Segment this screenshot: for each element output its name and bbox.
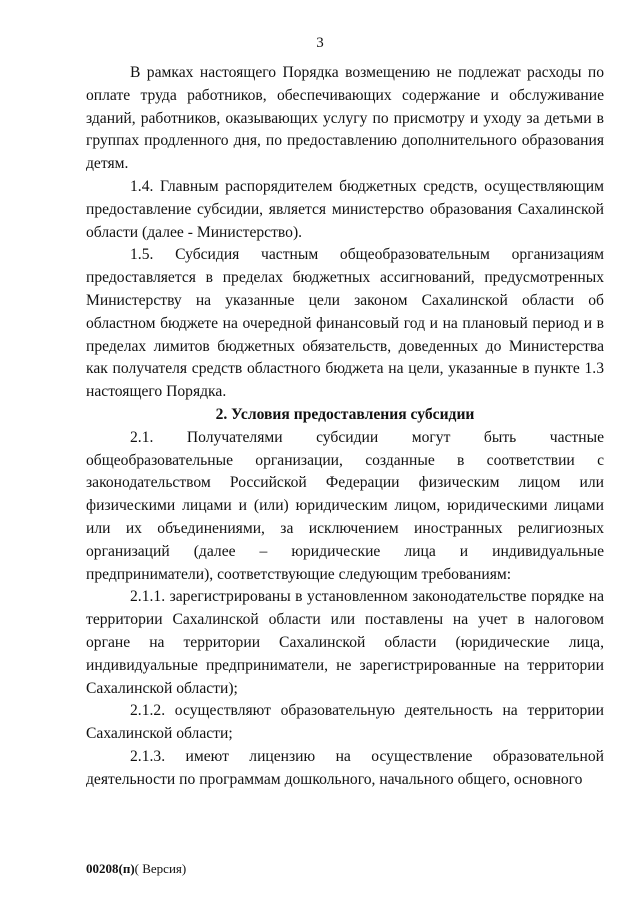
- document-body: [86, 62, 604, 792]
- paragraph-1-4: 1.4. Главным распорядителем бюджетных средств, осуществляющим предоставление субсидии, является министерство образования Сахалинской области (далее - Министерство).: [86, 177, 604, 241]
- document-footer: [86, 861, 186, 877]
- document-code: 00208(п): [86, 861, 135, 876]
- page-number: 3: [316, 35, 324, 51]
- paragraph-expenses-note: В рамках настоящего Порядка возмещению не подлежат расходы по оплате труда работников, обеспечивающих содержание и обслуживание зданий, работников, оказывающих услугу по присмотру и уходу за детьми в группах продленного дня, по предоставлению дополнительного образования детям.: [86, 64, 604, 173]
- paragraph-1-5: 1.5. Субсидия частным общеобразовательным организациям предоставляется в пределах бюджетных ассигнований, предусмотренных Министерству на указанные цели законом Сахалинской области об областном бюджете на очередной финансовый год и на плановый период и в пределах лимитов бюджетных обязательств, доведенных до Министерства как получателя средств областного бюджета на цели, указанные в пункте 1.3 настоящего Порядка.: [86, 246, 604, 401]
- paragraph-2-1: 2.1. Получателями субсидии могут быть частные общеобразовательные организации, созданные в соответствии с законодательством Российской Федерации физическим лицом или физическими лицами и (или) юридическим лицом, юридическими лицами или их объединениями, за исключением иностранных религиозных организаций (далее – юридические лица и индивидуальные предприниматели), соответствующие следующим требованиям:: [86, 428, 604, 583]
- document-version: ( Версия): [134, 861, 187, 876]
- paragraph-2-1-2: 2.1.2. осуществляют образовательную деятельность на территории Сахалинской области;: [86, 702, 604, 743]
- paragraph-2-1-1: 2.1.1. зарегистрированы в установленном законодательстве порядке на территории Сахалинской области или поставлены на учет в налоговом органе на территории Сахалинской области (юридические лица, индивидуальные предприниматели, не зарегистрированные на территории Сахалинской области);: [86, 588, 604, 697]
- section-heading: 2. Условия предоставления субсидии: [215, 405, 475, 423]
- paragraph-2-1-3: 2.1.3. имеют лицензию на осуществление образовательной деятельности по программам дошкольного, начального общего, основного: [86, 747, 604, 788]
